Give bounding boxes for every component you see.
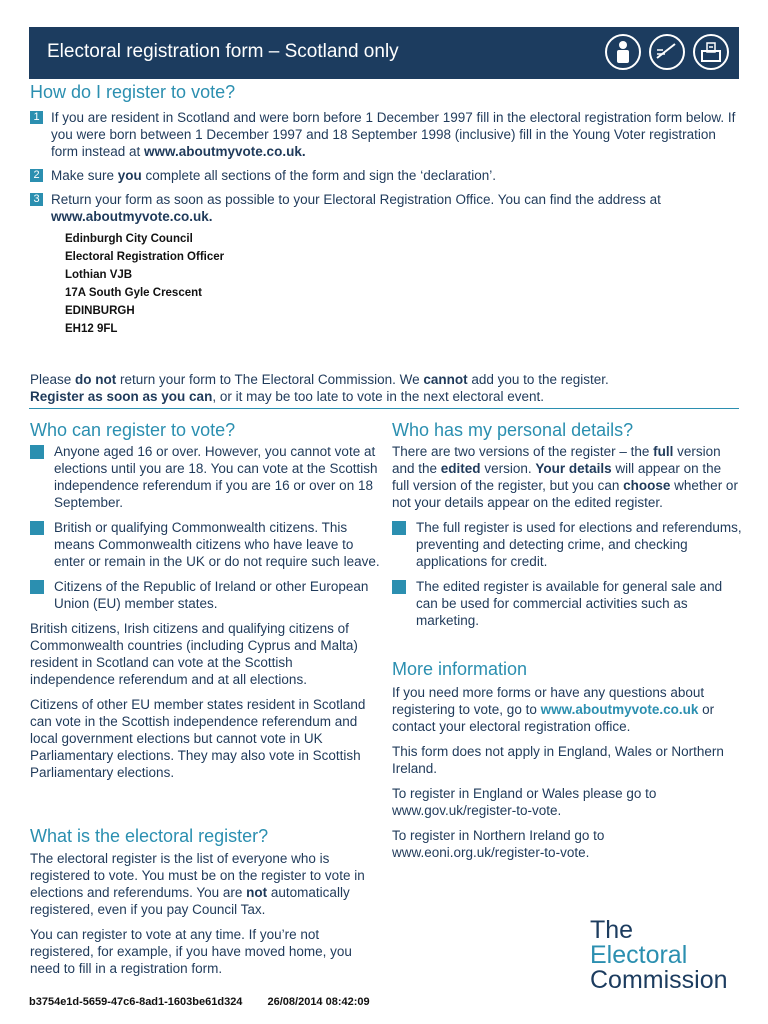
register-bold: not	[246, 885, 268, 900]
header-icons	[605, 34, 729, 70]
step-text	[51, 191, 740, 225]
more-paragraph-4: To register in Northern Ireland go to www.eoni.org.uk/register-to-vote.	[392, 828, 605, 860]
step-text	[51, 167, 740, 184]
step-3	[30, 191, 740, 225]
register-text: The electoral register is the list of everyone who is registered to vote. You must be on the register to vote in elections and referendums. You are	[30, 851, 365, 900]
who-paragraph-2: Citizens of other EU member states resident in Scotland can vote in the Scottish independence referendum and local government elections but cannot vote in UK Parliamentary elections. They may also vote in Scottish Parliamentary elections.	[30, 697, 366, 780]
logo-line-1: The	[590, 916, 634, 944]
step-body: Make sure	[51, 168, 118, 183]
step-body: Return your form as soon as possible to your Electoral Registration Office. You can find the address at	[51, 192, 661, 207]
how-heading: How do I register to vote?	[30, 82, 236, 102]
aboutmyvote-link[interactable]: www.aboutmyvote.co.uk.	[51, 209, 213, 224]
bullet-text: Citizens of the Republic of Ireland or other European Union (EU) member states.	[54, 579, 369, 611]
more-text: or contact your electoral registration office.	[392, 702, 715, 734]
step-bold: you	[117, 168, 142, 183]
personal-bold: full	[653, 444, 674, 459]
notice-bold: Register as soon as you can	[30, 389, 213, 404]
personal-bold: edited	[440, 461, 481, 476]
more-paragraph-2: This form does not apply in England, Wales or Northern Ireland.	[392, 744, 724, 776]
who-bullet	[30, 578, 380, 612]
bullet-text: British or qualifying Commonwealth citizens. This means Commonwealth citizens who have leave to enter or remain in the UK or do not require such leave.	[54, 520, 380, 569]
footer	[29, 996, 370, 1008]
notice-line-1	[30, 371, 740, 388]
personal-paragraph	[392, 443, 742, 511]
who-bullet	[30, 519, 380, 570]
step-body: complete all sections of the form and sign the ‘declaration’.	[141, 168, 496, 183]
step-text	[51, 109, 740, 160]
address-line: Lothian VJB	[65, 269, 133, 281]
logo-line-3: Commission	[590, 966, 728, 994]
header-banner	[29, 27, 739, 79]
more-paragraph-3: To register in England or Wales please go to www.gov.uk/register-to-vote.	[392, 786, 657, 818]
personal-bullet	[392, 578, 742, 629]
step-number: 3	[30, 193, 43, 206]
electoral-commission-logo	[590, 918, 728, 993]
notice-text: , or it may be too late to vote in the next electoral event.	[212, 389, 545, 404]
notice-text: return your form to The Electoral Commission. We	[116, 372, 424, 387]
personal-bold: Your details	[535, 461, 612, 476]
bullet-square	[30, 445, 44, 459]
notice-text: add you to the register.	[467, 372, 609, 387]
bullet-text: The edited register is available for general sale and can be used for commercial activities such as marketing.	[416, 579, 723, 628]
step-2	[30, 167, 740, 184]
timestamp: 26/08/2014 08:42:09	[267, 996, 370, 1008]
person-icon	[605, 34, 641, 70]
who-paragraph-1: British citizens, Irish citizens and qualifying citizens of Commonwealth countries (including Cyprus and Malta) resident in Scotland can vote at the Scottish independence referendum and at all elections.	[30, 621, 358, 687]
pen-form-icon	[649, 34, 685, 70]
form-title: Electoral registration form – Scotland only	[47, 41, 399, 62]
register-paragraph-1	[30, 850, 380, 918]
personal-heading: Who has my personal details?	[392, 420, 634, 440]
notice-text: Please	[30, 372, 76, 387]
address-line: Electoral Registration Officer	[65, 251, 225, 263]
bullet-text: Anyone aged 16 or over. However, you cannot vote at elections until you are 18. You can vote at the Scottish independence referendum if you are 16 or over on 18 September.	[54, 444, 378, 510]
address-block	[65, 230, 224, 338]
register-section	[30, 850, 380, 977]
step-1	[30, 109, 740, 160]
step-body: If you are resident in Scotland and were born before 1 December 1997 fill in the electoral registration form below. If you were born between 1 December 1997 and 18 September 1998 (inclusive) fill in the Young Voter registration form instead at	[51, 110, 736, 159]
bullet-square	[30, 580, 44, 594]
address-line: EDINBURGH	[65, 305, 135, 317]
bullet-square	[392, 580, 406, 594]
bullet-square	[392, 521, 406, 535]
who-bullet	[30, 443, 380, 511]
register-paragraph-2: You can register to vote at any time. If you’re not registered, for example, if you have moved home, you need to fill in a registration form.	[30, 927, 352, 976]
step-number: 1	[30, 111, 43, 124]
personal-text: There are two versions of the register – the	[392, 444, 654, 459]
bullet-text: The full register is used for elections and referendums, preventing and detecting crime, and checking applications for credit.	[416, 520, 742, 569]
bullet-square	[30, 521, 44, 535]
notice-bold: cannot	[423, 372, 468, 387]
address-line: Edinburgh City Council	[65, 233, 193, 245]
personal-text: will appear on the full version of the register, but you can	[392, 461, 722, 493]
notice-bold: do not	[75, 372, 117, 387]
logo-line-2: Electoral	[590, 941, 688, 969]
personal-bold: choose	[623, 478, 671, 493]
aboutmyvote-link[interactable]: www.aboutmyvote.co.uk	[540, 702, 699, 717]
who-heading: Who can register to vote?	[30, 420, 236, 440]
personal-bullet	[392, 519, 742, 570]
register-text: automatically registered, even if you pay Council Tax.	[30, 885, 350, 917]
more-text: If you need more forms or have any questions about registering to vote, go to	[392, 685, 705, 717]
notice-line-2	[30, 388, 740, 405]
notice	[30, 371, 740, 405]
address-line: 17A South Gyle Crescent	[65, 287, 202, 299]
register-heading: What is the electoral register?	[30, 826, 269, 846]
personal-text: whether or not your details appear on the edited register.	[392, 478, 738, 510]
aboutmyvote-link[interactable]: www.aboutmyvote.co.uk.	[144, 144, 306, 159]
personal-text: version and the	[392, 444, 721, 476]
more-section	[392, 684, 737, 861]
document-id: b3754e1d-5659-47c6-8ad1-1603be61d324	[29, 996, 243, 1008]
divider	[29, 408, 739, 409]
personal-text: version.	[480, 461, 536, 476]
more-paragraph-1	[392, 684, 737, 735]
who-section	[30, 443, 380, 781]
ballot-box-icon	[693, 34, 729, 70]
address-line: EH12 9FL	[65, 323, 118, 335]
step-number: 2	[30, 169, 43, 182]
more-heading: More information	[392, 659, 528, 679]
personal-section	[392, 443, 742, 637]
